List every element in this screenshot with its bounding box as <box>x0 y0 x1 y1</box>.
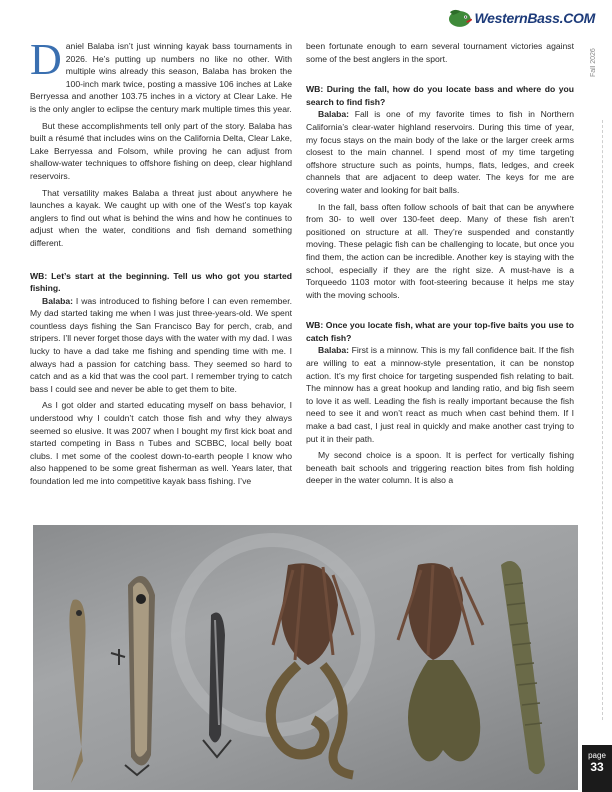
logo-wordmark: WesternBass.COM <box>474 10 595 26</box>
site-logo[interactable] <box>447 5 595 31</box>
speaker-label: Balaba: <box>318 109 350 120</box>
hard-minnow-lure-icon <box>111 576 155 775</box>
stick-bait-icon <box>501 561 545 774</box>
jig-with-curl-tail-icon <box>271 563 353 775</box>
jig-with-craw-trailer-icon <box>398 563 483 761</box>
paragraph: In the fall, bass often follow schools of bait that can be anywhere from 30- to well over 130-feet deep. Many of these fish aren’t positioned on structure at all. They’re suspended and constantly moving. These pelagic fish can be challenging to locate, but once you find them, the action can be incredible. Another key is staying with the school, especially if they are the right size. A must-have is a Torqueedo 1103 motor with foot-steering because it helps me stay with the moving schools. <box>306 201 574 300</box>
spoon-lure-icon <box>203 613 231 758</box>
paragraph: As I got older and started educating myself on bass behavior, I understood why I couldn’t catch those fish and why they always seemed so elusive. It was 2007 when I bought my first kick boat and started competing in Bass n Tubes and SCBBC, local belly boat clubs. I met some of the coolest down-to-earth people I know who also happened to be some great fisherman as well. Years later, that foundation led me into competitive kayak bass fishing. I’ve <box>30 400 292 486</box>
paragraph: But these accomplishments tell only part of the story. Balaba has built a résumé that includes wins on the California Delta, Clear Lake, Lake Berryessa and Folsom, while proving he can adjust from shallow-water techniques to offshore fishing on deep, clear highland reservoirs. <box>30 120 292 181</box>
answer-text: Fall is one of my favorite times to fish in Northern California’s clear-water highland reservoirs. During this time of year, my focus stays on the main body of the lake or the larger creek arms closest to the main channel. I spend most of my time targeting offshore structure such as points, humps, flats, ledges, and creek channels that are adjacent to deep water. The keys for me are covering water and looking for bait balls. <box>306 109 574 195</box>
page-number-tab <box>582 745 612 792</box>
page-number: 33 <box>590 760 604 774</box>
speaker-label: Balaba: <box>318 345 350 356</box>
intro-paragraph <box>30 35 292 116</box>
soft-minnow-lure-icon <box>69 600 85 783</box>
answer-paragraph <box>30 295 292 396</box>
page-label: page <box>588 751 606 760</box>
right-column <box>306 40 574 487</box>
intro-text: aniel Balaba isn’t just winning kayak bass tournaments in 2026. He’s putting up numbers no like no other. With multiple wins already this season, Balaba has broken the 100-inch mark twice, posting a massive 106 inches at Lake Berryessa and another 103.75 inches in a victory at Clear Lake. He is the only angler to eclipse the century mark multiple times this year. <box>30 41 292 114</box>
bass-fish-icon <box>447 6 472 30</box>
answer-paragraph <box>306 344 574 445</box>
baits-photo <box>33 525 578 790</box>
issue-label: Fall 2026 <box>590 48 597 77</box>
answer-text: First is a minnow. This is my fall confidence bait. If the fish are willing to eat a minnow-style presentation, it can be nonstop action. It’s my first choice for targeting suspended fish relating to bait. The minnow has a great hookup and landing ratio, and big fish seem to love it as well. Leading the fish is really important because the fish need to see it and won’t react as much when cast behind them. If I make a bad cast, I just real in quickly and make another cast trying to put it in their path. <box>306 345 574 444</box>
speaker-label: Balaba: <box>42 295 74 306</box>
paragraph: That versatility makes Balaba a threat just about anywhere he launches a kayak. We caught up with one of the West’s top kayak anglers to find out what is behind the wins and how he continues to adjust when the water, conditions and fish demand something different. <box>30 187 292 248</box>
answer-paragraph <box>306 108 574 196</box>
question-heading: WB: Let’s start at the beginning. Tell us who got you started fishing. <box>30 270 292 294</box>
paragraph: My second choice is a spoon. It is perfect for vertically fishing beneath bait schools and triggering reaction bites from fish holding deeper in the water column. It is also a <box>306 450 574 486</box>
drop-cap: D <box>30 35 62 84</box>
baits-illustration <box>33 525 578 790</box>
left-column <box>30 35 292 488</box>
question-heading: WB: During the fall, how do you locate bass and where do you search to find fish? <box>306 84 574 107</box>
answer-text: I was introduced to fishing before I can even remember. My dad started taking me when I was just three-years-old. We spent countless days fishing the San Francisco Bay for perch, crab, and stripers. I’ll never forget those days with the water with my dad. I was lucky to have a dad take me fishing and spending time with me. I always had a passion for catching bass. They seemed so hard to catch and as a kid that was the cool part. I remember trying to catch bass I could see and never be able to get them to bite. <box>30 295 292 394</box>
question-heading: WB: Once you locate fish, what are your top-five baits you use to catch fish? <box>306 320 574 343</box>
side-divider <box>602 120 603 720</box>
paragraph: been fortunate enough to earn several tournament victories against some of the best anglers in the sport. <box>306 41 574 64</box>
